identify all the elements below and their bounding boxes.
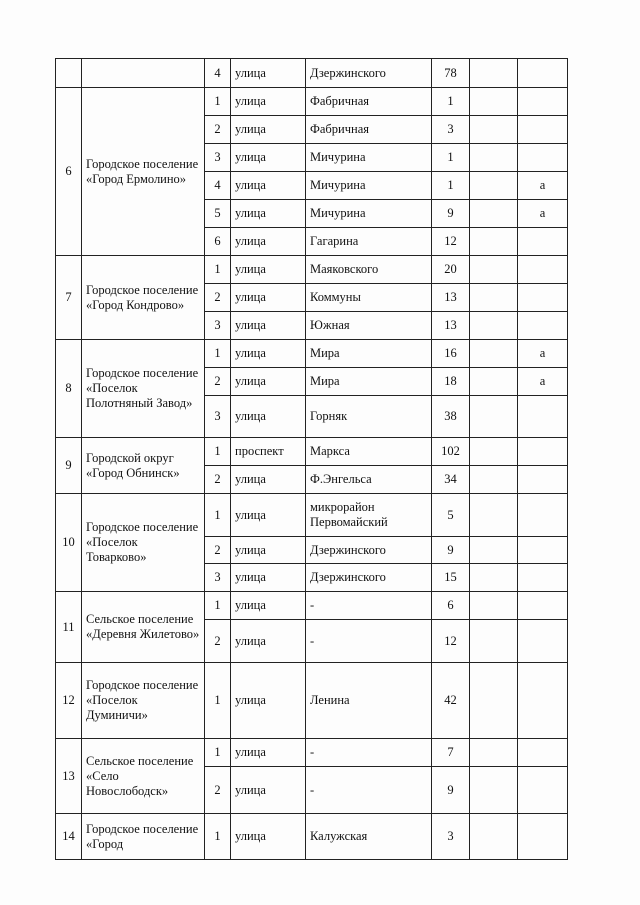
street-name: Дзержинского: [306, 564, 432, 592]
row-index: 3: [205, 144, 231, 172]
row-index: 5: [205, 200, 231, 228]
street-type: улица: [231, 739, 306, 767]
row-index: 1: [205, 592, 231, 620]
street-type: улица: [231, 200, 306, 228]
house-number: 78: [432, 59, 470, 88]
street-name: Фабричная: [306, 116, 432, 144]
table-row: [56, 494, 568, 537]
street-name: микрорайон Первомайский: [306, 494, 432, 537]
street-name: Коммуны: [306, 284, 432, 312]
letter-cell: [518, 144, 568, 172]
street-type: улица: [231, 537, 306, 564]
row-index: 1: [205, 494, 231, 537]
street-name: Дзержинского: [306, 59, 432, 88]
house-number: 9: [432, 200, 470, 228]
municipality-name: Городское поселение «Поселок Товарково»: [82, 494, 205, 592]
building-cell: [470, 494, 518, 537]
street-type: улица: [231, 116, 306, 144]
street-type: улица: [231, 312, 306, 340]
building-cell: [470, 814, 518, 860]
street-name: -: [306, 592, 432, 620]
house-number: 34: [432, 466, 470, 494]
building-cell: [470, 144, 518, 172]
group-number: 8: [56, 340, 82, 438]
street-type: улица: [231, 564, 306, 592]
letter-cell: а: [518, 172, 568, 200]
group-number: 14: [56, 814, 82, 860]
letter-cell: [518, 466, 568, 494]
building-cell: [470, 620, 518, 663]
municipality-name: Городское поселение «Город: [82, 814, 205, 860]
street-name: Мичурина: [306, 200, 432, 228]
municipality-name: Городское поселение «Город Кондрово»: [82, 256, 205, 340]
table-body: [56, 59, 568, 860]
table-row: [56, 814, 568, 860]
address-registry-table: [55, 58, 568, 860]
building-cell: [470, 256, 518, 284]
table-row: [56, 256, 568, 284]
house-number: 15: [432, 564, 470, 592]
street-name: Южная: [306, 312, 432, 340]
row-index: 1: [205, 340, 231, 368]
letter-cell: [518, 663, 568, 739]
street-type: улица: [231, 620, 306, 663]
letter-cell: [518, 767, 568, 814]
building-cell: [470, 88, 518, 116]
row-index: 1: [205, 814, 231, 860]
building-cell: [470, 228, 518, 256]
table-row: [56, 340, 568, 368]
building-cell: [470, 739, 518, 767]
row-index: 2: [205, 466, 231, 494]
group-number: 12: [56, 663, 82, 739]
municipality-name: [82, 59, 205, 88]
group-number: [56, 59, 82, 88]
table-row: [56, 88, 568, 116]
letter-cell: [518, 228, 568, 256]
street-name: Ленина: [306, 663, 432, 739]
letter-cell: [518, 88, 568, 116]
house-number: 3: [432, 116, 470, 144]
municipality-name: Городское поселение «Поселок Полотняный Завод»: [82, 340, 205, 438]
letter-cell: [518, 814, 568, 860]
street-name: -: [306, 739, 432, 767]
building-cell: [470, 312, 518, 340]
street-type: улица: [231, 284, 306, 312]
street-name: Калужская: [306, 814, 432, 860]
building-cell: [470, 200, 518, 228]
street-name: Фабричная: [306, 88, 432, 116]
row-index: 6: [205, 228, 231, 256]
row-index: 2: [205, 284, 231, 312]
house-number: 102: [432, 438, 470, 466]
house-number: 18: [432, 368, 470, 396]
row-index: 3: [205, 564, 231, 592]
row-index: 4: [205, 59, 231, 88]
letter-cell: [518, 438, 568, 466]
street-type: улица: [231, 494, 306, 537]
building-cell: [470, 172, 518, 200]
row-index: 2: [205, 620, 231, 663]
row-index: 2: [205, 368, 231, 396]
row-index: 1: [205, 739, 231, 767]
house-number: 1: [432, 144, 470, 172]
street-type: улица: [231, 663, 306, 739]
street-name: Дзержинского: [306, 537, 432, 564]
letter-cell: [518, 620, 568, 663]
group-number: 7: [56, 256, 82, 340]
table-row: [56, 438, 568, 466]
letter-cell: [518, 537, 568, 564]
street-name: Горняк: [306, 396, 432, 438]
group-number: 6: [56, 88, 82, 256]
municipality-name: Городское поселение «Поселок Думиничи»: [82, 663, 205, 739]
row-index: 3: [205, 312, 231, 340]
street-type: проспект: [231, 438, 306, 466]
house-number: 13: [432, 284, 470, 312]
municipality-name: Городское поселение «Город Ермолино»: [82, 88, 205, 256]
building-cell: [470, 537, 518, 564]
street-name: -: [306, 620, 432, 663]
row-index: 1: [205, 88, 231, 116]
table-row: [56, 739, 568, 767]
group-number: 10: [56, 494, 82, 592]
street-type: улица: [231, 466, 306, 494]
group-number: 11: [56, 592, 82, 663]
house-number: 12: [432, 620, 470, 663]
group-number: 13: [56, 739, 82, 814]
letter-cell: [518, 739, 568, 767]
table-row: [56, 592, 568, 620]
letter-cell: [518, 396, 568, 438]
municipality-name: Сельское поселение «Село Новослободск»: [82, 739, 205, 814]
letter-cell: а: [518, 200, 568, 228]
street-type: улица: [231, 88, 306, 116]
street-name: Мира: [306, 340, 432, 368]
building-cell: [470, 116, 518, 144]
street-type: улица: [231, 592, 306, 620]
building-cell: [470, 396, 518, 438]
street-name: Гагарина: [306, 228, 432, 256]
street-type: улица: [231, 172, 306, 200]
row-index: 3: [205, 396, 231, 438]
building-cell: [470, 438, 518, 466]
street-name: Мичурина: [306, 172, 432, 200]
street-type: улица: [231, 59, 306, 88]
street-type: улица: [231, 767, 306, 814]
street-name: Ф.Энгельса: [306, 466, 432, 494]
letter-cell: [518, 312, 568, 340]
street-type: улица: [231, 340, 306, 368]
house-number: 9: [432, 767, 470, 814]
street-name: -: [306, 767, 432, 814]
street-type: улица: [231, 396, 306, 438]
house-number: 20: [432, 256, 470, 284]
letter-cell: [518, 592, 568, 620]
letter-cell: [518, 59, 568, 88]
street-name: Маяковского: [306, 256, 432, 284]
building-cell: [470, 284, 518, 312]
letter-cell: [518, 494, 568, 537]
street-type: улица: [231, 228, 306, 256]
letter-cell: а: [518, 368, 568, 396]
house-number: 6: [432, 592, 470, 620]
building-cell: [470, 592, 518, 620]
table-row: [56, 59, 568, 88]
letter-cell: а: [518, 340, 568, 368]
municipality-name: Сельское поселение «Деревня Жилетово»: [82, 592, 205, 663]
building-cell: [470, 767, 518, 814]
house-number: 16: [432, 340, 470, 368]
building-cell: [470, 564, 518, 592]
municipality-name: Городской округ «Город Обнинск»: [82, 438, 205, 494]
street-type: улица: [231, 144, 306, 172]
table-row: [56, 663, 568, 739]
house-number: 38: [432, 396, 470, 438]
building-cell: [470, 663, 518, 739]
house-number: 9: [432, 537, 470, 564]
letter-cell: [518, 284, 568, 312]
letter-cell: [518, 116, 568, 144]
row-index: 2: [205, 537, 231, 564]
street-type: улица: [231, 256, 306, 284]
building-cell: [470, 59, 518, 88]
row-index: 4: [205, 172, 231, 200]
street-type: улица: [231, 368, 306, 396]
building-cell: [470, 368, 518, 396]
street-name: Мира: [306, 368, 432, 396]
row-index: 1: [205, 438, 231, 466]
house-number: 7: [432, 739, 470, 767]
letter-cell: [518, 256, 568, 284]
row-index: 2: [205, 767, 231, 814]
letter-cell: [518, 564, 568, 592]
row-index: 2: [205, 116, 231, 144]
building-cell: [470, 340, 518, 368]
house-number: 42: [432, 663, 470, 739]
house-number: 13: [432, 312, 470, 340]
house-number: 1: [432, 88, 470, 116]
house-number: 5: [432, 494, 470, 537]
row-index: 1: [205, 256, 231, 284]
street-name: Мичурина: [306, 144, 432, 172]
street-name: Маркса: [306, 438, 432, 466]
building-cell: [470, 466, 518, 494]
house-number: 1: [432, 172, 470, 200]
row-index: 1: [205, 663, 231, 739]
street-type: улица: [231, 814, 306, 860]
house-number: 3: [432, 814, 470, 860]
house-number: 12: [432, 228, 470, 256]
group-number: 9: [56, 438, 82, 494]
